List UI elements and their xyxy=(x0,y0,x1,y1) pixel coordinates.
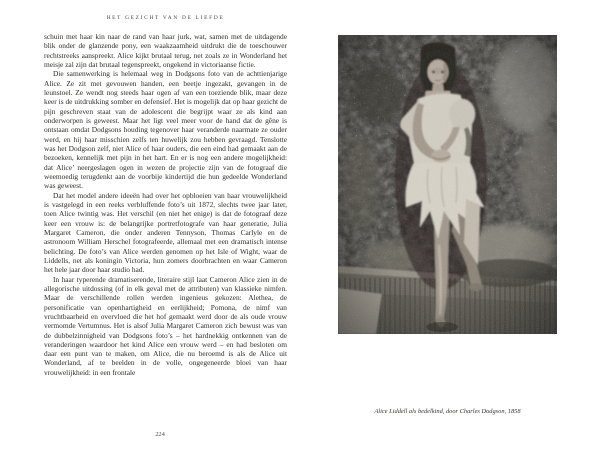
photo-caption: Alice Liddell als bedelkind, door Charles Dodgson, 1858 xyxy=(374,408,521,415)
page-number: 224 xyxy=(155,431,165,438)
body-text xyxy=(44,32,287,377)
photograph-image xyxy=(338,35,557,334)
running-header: HET GEZICHT VAN DE LIEFDE xyxy=(106,15,225,21)
paragraph: In haar typerende dramatiserende, literaire stijl laat Cameron Alice zien in de allegorische uitdossing (of in elk geval met de attributen) van klassieke nimfen. Maar de verschillende rollen werden ingenieus gekozen: Alethea, de personificatie van openhartigheid en eerlijkheid; Pomona, de nimf van vruchtbaarheid en overvloed die het hof gemaakt werd door de als oude vrouw vermomde Vertumnus. Het is alsof Julia Margaret Cameron zich bewust was van de dubbelzinnigheid van Dodgsons foto’s – het hardnekkig ontkennen van de veranderingen waardoor het kind Alice een vrouw werd – en had besloten om daar een punt van te maken, om Alice, die nu beroemd is als de Alice uit Wonderland, af te beelden in de volle, ongegeneerde bloei van haar vrouwelijkheid: in een frontale xyxy=(44,274,287,377)
paragraph: schuin met haar kin naar de rand van haar jurk, wat, samen met de uitdagende blik onder de glanzende pony, een waakzaamheid uitdrukt die de toeschouwer rechtstreeks aanspreekt. Alice kijkt brutaal terug, net zoals ze in Wonderland het meisje zal zijn dat brutaal tegenspreekt, ongekend in victoriaanse fictie. xyxy=(44,32,287,69)
paragraph: Die samenwerking is helemaal weg in Dodgsons foto van de achttienjarige Alice. Ze zit met gevouwen handen, een beetje ingezakt, gevangen in de leunstoel. Ze wendt nog steeds haar ogen af van een toeziende blik, maar deze keer is de uitdrukking somber en defensief. Het is mogelijk dat op haar gezicht de pijn geschreven staat van de adolescent die begrijpt waar ze als kind aan onderworpen is geweest. Maar het ligt veel meer voor de hand dat de gêne is ontstaan omdat Dodgsons houding tegenover haar veranderde naarmate ze ouder werd, en hij haar misschien zelfs ten huwelijk zou hebben gevraagd. Tenslotte was het Dodgson zelf, niet Alice of haar ouders, die een eind had gemaakt aan de bezoeken, kennelijk met pijn in het hart. En er is nog een andere mogelijkheid: dat Alice’ neergeslagen ogen in wezen de projectie zijn van de fotograaf die weemoedig terugdenkt aan de voorbije kindertijd die hun gedeelde Wonderland was geweest. xyxy=(44,69,287,191)
right-page xyxy=(300,0,600,460)
paragraph: Dat het model andere ideeën had over het opbloeien van haar vrouwelijkheid is vastgelegd in een reeks verbluffende foto’s uit 1872, slechts twee jaar later, toen Alice twintig was. Het verschil (en niet het enige) is dat de fotograaf deze keer een vrouw is: de belangrijke portretfotografe van haar generatie, Julia Margaret Cameron, die onder anderen Tennyson, Thomas Carlyle en de astronoom William Herschel fotografeerde, allemaal met een dramatisch intense belichting. De foto’s van Alice werden genomen op het Isle of Wight, waar de Liddells, net als koningin Victoria, hun zomers doorbrachten en waar Cameron het hele jaar door haar studio had. xyxy=(44,190,287,275)
alice-liddell-photograph xyxy=(338,35,557,334)
